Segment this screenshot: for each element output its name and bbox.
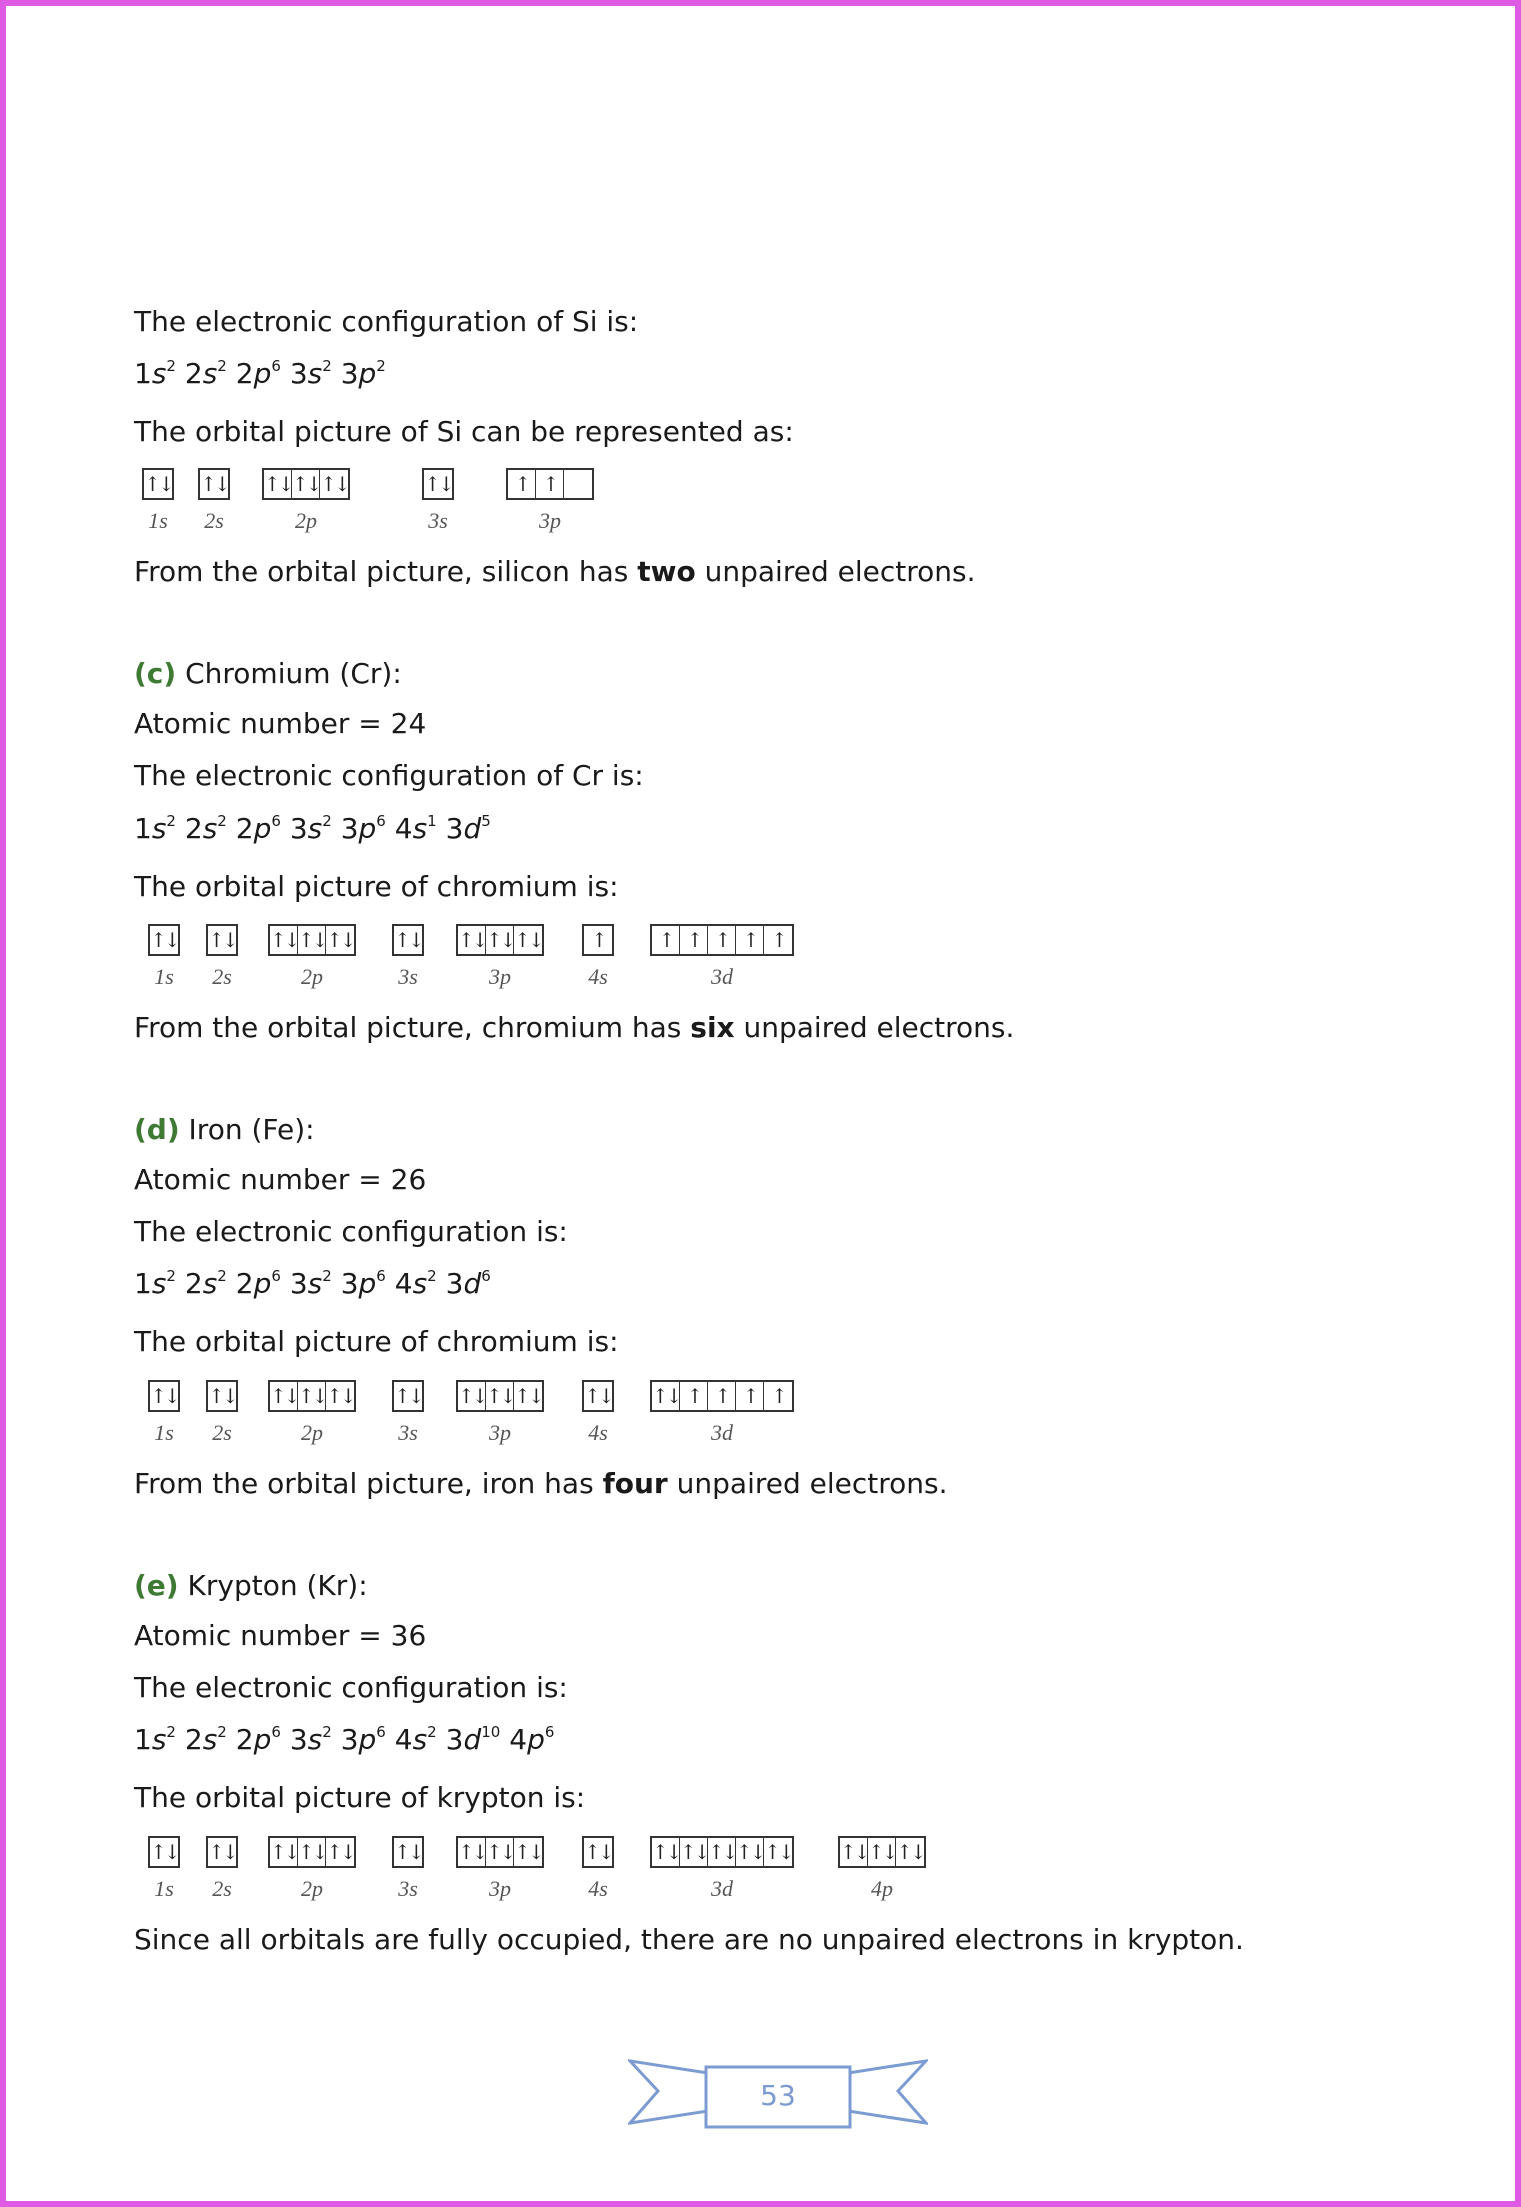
config-term: $2s^2$ xyxy=(184,1723,227,1756)
config-term: $3s^2$ xyxy=(289,1267,332,1300)
config-term: $2p^6$ xyxy=(235,1267,281,1300)
orbital-box: ↑↓ xyxy=(326,1840,354,1864)
orbital-boxes xyxy=(650,1380,794,1412)
orbital-boxes xyxy=(422,468,454,500)
fe-orbital-label: The orbital picture of chromium is: xyxy=(134,1325,619,1358)
config-term: $3s^2$ xyxy=(289,812,332,845)
orbital-label: 3s xyxy=(398,964,418,989)
orbital-group xyxy=(582,924,614,990)
fe-config-label: The electronic configuration is: xyxy=(134,1215,568,1248)
orbital-label: 2s xyxy=(212,1876,232,1901)
orbital-box: ↑↓ xyxy=(896,1840,924,1864)
config-term: $3s^2$ xyxy=(289,357,332,390)
orbital-box: ↑↓ xyxy=(394,1840,422,1864)
orbital-box: ↑↓ xyxy=(840,1840,868,1864)
kr-config-label: The electronic configuration is: xyxy=(134,1671,568,1704)
orbital-group xyxy=(148,924,180,990)
page-number-ribbon xyxy=(628,2051,928,2141)
orbital-boxes xyxy=(392,1380,424,1412)
config-term: $3s^2$ xyxy=(289,1723,332,1756)
orbital-box: ↑↓ xyxy=(208,1840,236,1864)
orbital-label: 2s xyxy=(204,508,224,533)
orbital-box: ↑↓ xyxy=(144,472,172,496)
orbital-box: ↑↓ xyxy=(458,1384,486,1408)
orbital-box: ↑↓ xyxy=(514,1840,542,1864)
orbital-boxes xyxy=(262,468,350,500)
orbital-boxes xyxy=(506,468,594,500)
orbital-group xyxy=(268,1836,356,1902)
orbital-box: ↑↓ xyxy=(458,928,486,952)
kr-part-label: (e) xyxy=(134,1569,179,1602)
si-conclusion-end: unpaired electrons. xyxy=(695,555,976,588)
orbital-boxes xyxy=(198,468,230,500)
orbital-box: ↑↓ xyxy=(424,472,452,496)
orbital-box: ↑↓ xyxy=(652,1840,680,1864)
orbital-group xyxy=(392,1380,424,1446)
orbital-group xyxy=(148,1836,180,1902)
orbital-box: ↑↓ xyxy=(394,1384,422,1408)
config-term: $3p^6$ xyxy=(340,1267,386,1300)
orbital-group xyxy=(650,924,794,990)
orbital-group xyxy=(392,1836,424,1902)
config-term: $1s^2$ xyxy=(134,812,176,845)
orbital-boxes xyxy=(268,924,356,956)
orbital-label: 4p xyxy=(871,1876,893,1901)
orbital-box: ↑↓ xyxy=(320,472,348,496)
fe-conclusion-bold: four xyxy=(602,1467,668,1500)
orbital-box: ↑↓ xyxy=(298,928,326,952)
orbital-label: 1s xyxy=(154,1420,174,1445)
orbital-box: ↑↓ xyxy=(270,928,298,952)
fe-part-label: (d) xyxy=(134,1113,180,1146)
orbital-label: 3p xyxy=(489,964,511,989)
orbital-label: 3s xyxy=(398,1876,418,1901)
orbital-label: 4s xyxy=(588,1876,608,1901)
fe-title: Iron (Fe): xyxy=(179,1113,315,1146)
orbital-label: 2p xyxy=(301,1420,323,1445)
config-term: $3d^5$ xyxy=(445,812,491,845)
orbital-boxes xyxy=(650,1836,794,1868)
orbital-label: 2p xyxy=(301,964,323,989)
config-term: $2p^6$ xyxy=(235,1723,281,1756)
orbital-group xyxy=(268,1380,356,1446)
orbital-box: ↑ xyxy=(536,470,564,498)
orbital-box: ↑ xyxy=(736,926,764,954)
config-term: $3p^2$ xyxy=(340,357,386,390)
orbital-box: ↑↓ xyxy=(486,1384,514,1408)
cr-part-label: (c) xyxy=(134,657,177,690)
orbital-boxes xyxy=(456,1380,544,1412)
orbital-label: 3p xyxy=(489,1876,511,1901)
orbital-boxes xyxy=(148,924,180,956)
orbital-boxes xyxy=(268,1836,356,1868)
orbital-box: ↑↓ xyxy=(150,928,178,952)
orbital-box: ↑↓ xyxy=(326,928,354,952)
orbital-box: ↑↓ xyxy=(394,928,422,952)
orbital-label: 2p xyxy=(301,1876,323,1901)
orbital-label: 3d xyxy=(711,1420,733,1445)
orbital-box: ↑↓ xyxy=(208,928,236,952)
orbital-group xyxy=(268,924,356,990)
kr-atomic: Atomic number = 36 xyxy=(134,1619,427,1652)
orbital-group xyxy=(262,468,350,534)
orbital-group xyxy=(142,468,174,534)
orbital-box: ↑↓ xyxy=(584,1840,612,1864)
orbital-group xyxy=(582,1380,614,1446)
orbital-boxes xyxy=(582,1380,614,1412)
orbital-box: ↑↓ xyxy=(514,1384,542,1408)
orbital-box: ↑↓ xyxy=(708,1840,736,1864)
cr-orbital-label: The orbital picture of chromium is: xyxy=(134,870,619,903)
orbital-label: 3p xyxy=(539,508,561,533)
orbital-box: ↑↓ xyxy=(264,472,292,496)
config-term: $1s^2$ xyxy=(134,1267,176,1300)
orbital-box: ↑ xyxy=(680,926,708,954)
orbital-group xyxy=(198,468,230,534)
orbital-boxes xyxy=(142,468,174,500)
cr-config xyxy=(134,811,491,847)
orbital-label: 3p xyxy=(489,1420,511,1445)
orbital-box: ↑ xyxy=(708,1382,736,1410)
orbital-label: 4s xyxy=(588,964,608,989)
config-term: $2p^6$ xyxy=(235,357,281,390)
si-config xyxy=(134,356,386,392)
cr-conclusion-end: unpaired electrons. xyxy=(734,1011,1015,1044)
orbital-box: ↑↓ xyxy=(486,928,514,952)
config-term: $2s^2$ xyxy=(184,357,227,390)
orbital-group xyxy=(456,924,544,990)
config-term: $4s^2$ xyxy=(394,1723,437,1756)
orbital-box: ↑↓ xyxy=(486,1840,514,1864)
config-term: $3p^6$ xyxy=(340,1723,386,1756)
config-term: $1s^2$ xyxy=(134,357,176,390)
si-orbital-label: The orbital picture of Si can be represented as: xyxy=(134,415,794,448)
orbital-box: ↑↓ xyxy=(326,1384,354,1408)
orbital-group xyxy=(650,1836,794,1902)
orbital-group xyxy=(838,1836,926,1902)
orbital-box: ↑ xyxy=(771,928,785,952)
orbital-box: ↑↓ xyxy=(150,1840,178,1864)
config-term: $3d^{10}$ xyxy=(445,1723,501,1756)
config-term: $4p^6$ xyxy=(509,1723,555,1756)
orbital-group xyxy=(392,924,424,990)
orbital-box: ↑↓ xyxy=(458,1840,486,1864)
fe-conclusion-text: From the orbital picture, iron has xyxy=(134,1467,603,1500)
orbital-box: ↑↓ xyxy=(736,1840,764,1864)
orbital-label: 2s xyxy=(212,964,232,989)
orbital-label: 1s xyxy=(154,1876,174,1901)
orbital-group xyxy=(456,1380,544,1446)
orbital-label: 2s xyxy=(212,1420,232,1445)
orbital-box xyxy=(564,470,592,498)
orbital-group xyxy=(206,924,238,990)
cr-conclusion-text: From the orbital picture, chromium has xyxy=(134,1011,691,1044)
orbital-boxes xyxy=(206,924,238,956)
orbital-boxes xyxy=(148,1836,180,1868)
orbital-label: 3d xyxy=(711,964,733,989)
si-conclusion xyxy=(134,554,976,590)
orbital-boxes xyxy=(456,924,544,956)
config-term: $3d^6$ xyxy=(445,1267,491,1300)
fe-heading xyxy=(134,1112,315,1148)
fe-conclusion xyxy=(134,1466,948,1502)
orbital-boxes xyxy=(392,1836,424,1868)
orbital-boxes xyxy=(650,924,794,956)
orbital-box: ↑↓ xyxy=(764,1840,792,1864)
orbital-boxes xyxy=(838,1836,926,1868)
orbital-box: ↑ xyxy=(680,1382,708,1410)
page-number: 53 xyxy=(760,2079,796,2112)
fe-conclusion-end: unpaired electrons. xyxy=(667,1467,948,1500)
cr-config-label: The electronic configuration of Cr is: xyxy=(134,759,644,792)
orbital-box: ↑↓ xyxy=(200,472,228,496)
orbital-box: ↑↓ xyxy=(292,472,320,496)
orbital-box: ↑↓ xyxy=(680,1840,708,1864)
orbital-boxes xyxy=(206,1380,238,1412)
orbital-label: 2p xyxy=(295,508,317,533)
orbital-boxes xyxy=(268,1380,356,1412)
config-term: $2s^2$ xyxy=(184,1267,227,1300)
kr-config xyxy=(134,1722,554,1758)
orbital-group xyxy=(506,468,594,534)
orbital-box: ↑ xyxy=(508,470,536,498)
kr-heading xyxy=(134,1568,368,1604)
cr-atomic: Atomic number = 24 xyxy=(134,707,427,740)
orbital-box: ↑↓ xyxy=(652,1384,680,1408)
cr-conclusion xyxy=(134,1010,1014,1046)
orbital-label: 4s xyxy=(588,1420,608,1445)
orbital-group xyxy=(148,1380,180,1446)
config-term: $1s^2$ xyxy=(134,1723,176,1756)
orbital-box: ↑ xyxy=(771,1384,785,1408)
orbital-label: 1s xyxy=(148,508,168,533)
config-term: $4s^2$ xyxy=(394,1267,437,1300)
orbital-group xyxy=(206,1380,238,1446)
fe-config xyxy=(134,1266,491,1302)
orbital-boxes xyxy=(148,1380,180,1412)
orbital-label: 3s xyxy=(398,1420,418,1445)
si-conclusion-bold: two xyxy=(637,555,696,588)
kr-title: Krypton (Kr): xyxy=(178,1569,368,1602)
orbital-box: ↑ xyxy=(736,1382,764,1410)
orbital-box: ↑↓ xyxy=(270,1384,298,1408)
orbital-box: ↑↓ xyxy=(208,1384,236,1408)
orbital-group xyxy=(422,468,454,534)
orbital-label: 3s xyxy=(428,508,448,533)
si-conclusion-text: From the orbital picture, silicon has xyxy=(134,555,638,588)
config-term: $3p^6$ xyxy=(340,812,386,845)
orbital-boxes xyxy=(582,1836,614,1868)
orbital-box: ↑ xyxy=(708,926,736,954)
orbital-box: ↑ xyxy=(652,926,680,954)
orbital-box: ↑↓ xyxy=(584,1384,612,1408)
cr-heading xyxy=(134,656,402,692)
config-term: $2p^6$ xyxy=(235,812,281,845)
orbital-label: 3d xyxy=(711,1876,733,1901)
orbital-box: ↑↓ xyxy=(298,1840,326,1864)
kr-conclusion: Since all orbitals are fully occupied, there are no unpaired electrons in krypton. xyxy=(134,1923,1244,1956)
orbital-box: ↑↓ xyxy=(514,928,542,952)
orbital-box: ↑↓ xyxy=(150,1384,178,1408)
orbital-boxes xyxy=(206,1836,238,1868)
cr-title: Chromium (Cr): xyxy=(176,657,402,690)
orbital-boxes xyxy=(582,924,614,956)
orbital-label: 1s xyxy=(154,964,174,989)
orbital-box: ↑↓ xyxy=(298,1384,326,1408)
fe-atomic: Atomic number = 26 xyxy=(134,1163,427,1196)
orbital-group xyxy=(206,1836,238,1902)
orbital-box: ↑↓ xyxy=(270,1840,298,1864)
orbital-boxes xyxy=(456,1836,544,1868)
config-term: $2s^2$ xyxy=(184,812,227,845)
orbital-group xyxy=(456,1836,544,1902)
si-config-label: The electronic configuration of Si is: xyxy=(134,305,639,338)
cr-conclusion-bold: six xyxy=(690,1011,735,1044)
orbital-box: ↑↓ xyxy=(868,1840,896,1864)
kr-orbital-label: The orbital picture of krypton is: xyxy=(134,1781,586,1814)
orbital-boxes xyxy=(392,924,424,956)
orbital-box: ↑ xyxy=(591,928,605,952)
config-term: $4s^1$ xyxy=(394,812,437,845)
orbital-group xyxy=(650,1380,794,1446)
orbital-group xyxy=(582,1836,614,1902)
